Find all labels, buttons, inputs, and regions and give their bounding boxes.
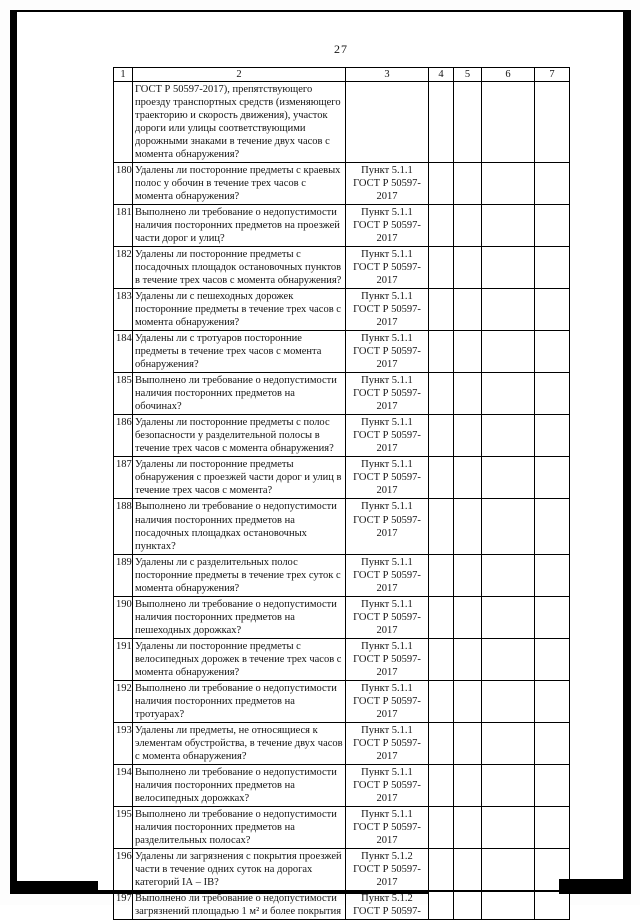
reference-cell: Пункт 5.1.1 ГОСТ Р 50597-2017 [346,331,429,373]
row-number-cell: 197 [114,890,133,919]
empty-cell [454,289,482,331]
row-number-cell: 184 [114,331,133,373]
table-row [114,806,570,848]
row-number-cell: 188 [114,499,133,554]
empty-cell [454,638,482,680]
empty-cell [482,806,535,848]
empty-cell [482,331,535,373]
empty-cell [429,806,454,848]
empty-cell [482,890,535,919]
question-cell: Удалены ли с разделительных полос посторонние предметы в течение трех суток с момента обнаружения? [133,554,346,596]
empty-cell [535,289,570,331]
empty-cell [482,722,535,764]
column-header: 1 [114,68,133,82]
empty-cell [482,82,535,163]
empty-cell [535,680,570,722]
reference-cell: Пункт 5.1.1 ГОСТ Р 50597-2017 [346,499,429,554]
empty-cell [482,205,535,247]
empty-cell [454,163,482,205]
question-cell: Выполнено ли требование о недопустимости наличия посторонних предметов на обочинах? [133,373,346,415]
empty-cell [535,499,570,554]
row-number-cell: 195 [114,806,133,848]
reference-cell: Пункт 5.1.1 ГОСТ Р 50597-2017 [346,373,429,415]
table-row [114,415,570,457]
empty-cell [535,722,570,764]
row-number-cell: 183 [114,289,133,331]
row-number-cell: 186 [114,415,133,457]
empty-cell [429,82,454,163]
empty-cell [454,848,482,890]
table-header-row [114,68,570,82]
empty-cell [535,596,570,638]
reference-cell: Пункт 5.1.1 ГОСТ Р 50597-2017 [346,764,429,806]
row-number-cell: 194 [114,764,133,806]
empty-cell [454,596,482,638]
empty-cell [482,499,535,554]
empty-cell [429,289,454,331]
row-number-cell: 189 [114,554,133,596]
empty-cell [535,247,570,289]
question-cell: Выполнено ли требование о недопустимости наличия посторонних предметов на проезжей части дорог и улиц? [133,205,346,247]
empty-cell [454,680,482,722]
row-number-cell: 192 [114,680,133,722]
column-header: 3 [346,68,429,82]
empty-cell [429,373,454,415]
table-row [114,247,570,289]
empty-cell [535,554,570,596]
row-number-cell: 193 [114,722,133,764]
table-row [114,680,570,722]
empty-cell [429,722,454,764]
empty-cell [482,680,535,722]
empty-cell [454,806,482,848]
reference-cell: Пункт 5.1.1 ГОСТ Р 50597-2017 [346,247,429,289]
empty-cell [454,373,482,415]
empty-cell [482,596,535,638]
checklist-table [113,67,570,920]
table-row [114,457,570,499]
table-row [114,554,570,596]
empty-cell [535,890,570,919]
question-cell: ГОСТ Р 50597-2017), препятствующего проезду транспортных средств (изменяющего траекторию и скорость движения), участок дороги или улицы соответствующими дорожными знаками в течение двух часов с момента обнаружения? [133,82,346,163]
question-cell: Выполнено ли требование о недопустимости наличия посторонних предметов на разделительных полосах? [133,806,346,848]
empty-cell [454,331,482,373]
empty-cell [429,415,454,457]
empty-cell [454,247,482,289]
empty-cell [535,205,570,247]
reference-cell: Пункт 5.1.1 ГОСТ Р 50597-2017 [346,722,429,764]
question-cell: Удалены ли с тротуаров посторонние предметы в течение трех часов с момента обнаружения? [133,331,346,373]
empty-cell [535,638,570,680]
column-header: 5 [454,68,482,82]
empty-cell [535,457,570,499]
empty-cell [429,848,454,890]
empty-cell [429,638,454,680]
row-number-cell: 196 [114,848,133,890]
empty-cell [429,499,454,554]
empty-cell [482,848,535,890]
table-row [114,82,570,163]
question-cell: Удалены ли с пешеходных дорожек посторонние предметы в течение трех часов с момента обнаружения? [133,289,346,331]
empty-cell [454,415,482,457]
reference-cell: Пункт 5.1.2 ГОСТ Р 50597-2017 [346,848,429,890]
empty-cell [454,205,482,247]
table-row [114,764,570,806]
question-cell: Выполнено ли требование о недопустимости наличия посторонних предметов на пешеходных дорожках? [133,596,346,638]
empty-cell [535,806,570,848]
reference-cell: Пункт 5.1.2 ГОСТ Р 50597- [346,890,429,919]
empty-cell [535,764,570,806]
empty-cell [429,457,454,499]
reference-cell: Пункт 5.1.1 ГОСТ Р 50597-2017 [346,415,429,457]
empty-cell [429,680,454,722]
empty-cell [429,890,454,919]
reference-cell: Пункт 5.1.1 ГОСТ Р 50597-2017 [346,457,429,499]
empty-cell [482,163,535,205]
question-cell: Удалены ли посторонние предметы с полос безопасности у разделительной полосы в течение трех часов с момента обнаружения? [133,415,346,457]
row-number-cell: 191 [114,638,133,680]
table-row [114,373,570,415]
empty-cell [454,890,482,919]
empty-cell [454,764,482,806]
scan-artifact-bottom-line [77,890,573,892]
column-header: 6 [482,68,535,82]
table-row [114,499,570,554]
question-cell: Удалены ли посторонние предметы с краевых полос у обочин в течение трех часов с момента обнаружения? [133,163,346,205]
empty-cell [535,373,570,415]
reference-cell: Пункт 5.1.1 ГОСТ Р 50597-2017 [346,289,429,331]
empty-cell [482,247,535,289]
empty-cell [454,499,482,554]
reference-cell: Пункт 5.1.1 ГОСТ Р 50597-2017 [346,806,429,848]
question-cell: Выполнено ли требование о недопустимости наличия посторонних предметов на велосипедных дорожках? [133,764,346,806]
question-cell: Удалены ли посторонние предметы с посадочных площадок остановочных пунктов в течение трех часов с момента обнаружения? [133,247,346,289]
empty-cell [454,554,482,596]
reference-cell: Пункт 5.1.1 ГОСТ Р 50597-2017 [346,596,429,638]
empty-cell [429,163,454,205]
reference-cell: Пункт 5.1.1 ГОСТ Р 50597-2017 [346,680,429,722]
empty-cell [482,638,535,680]
row-number-cell: 182 [114,247,133,289]
empty-cell [535,163,570,205]
empty-cell [429,764,454,806]
empty-cell [482,415,535,457]
table-row [114,596,570,638]
table-row [114,163,570,205]
table-row [114,890,570,919]
column-header: 4 [429,68,454,82]
row-number-cell: 187 [114,457,133,499]
row-number-cell [114,82,133,163]
question-cell: Удалены ли предметы, не относящиеся к элементам обустройства, в течение двух часов с момента обнаружения? [133,722,346,764]
question-cell: Удалены ли загрязнения с покрытия проезжей части в течение одних суток на дорогах категорий IА – IВ? [133,848,346,890]
question-cell: Выполнено ли требование о недопустимости загрязнений площадью 1 м² и более покрытия [133,890,346,919]
empty-cell [482,554,535,596]
row-number-cell: 181 [114,205,133,247]
table-row [114,638,570,680]
page-number: 27 [334,42,348,56]
document-page [10,10,631,917]
reference-cell: Пункт 5.1.1 ГОСТ Р 50597-2017 [346,554,429,596]
question-cell: Выполнено ли требование о недопустимости наличия посторонних предметов на тротуарах? [133,680,346,722]
reference-cell [346,82,429,163]
row-number-cell: 185 [114,373,133,415]
empty-cell [482,764,535,806]
empty-cell [429,554,454,596]
table-row [114,205,570,247]
empty-cell [454,82,482,163]
empty-cell [429,596,454,638]
empty-cell [482,457,535,499]
row-number-cell: 190 [114,596,133,638]
empty-cell [454,722,482,764]
question-cell: Удалены ли посторонние предметы с велосипедных дорожек в течение трех часов с момента обнаружения? [133,638,346,680]
empty-cell [429,205,454,247]
empty-cell [429,247,454,289]
column-header: 7 [535,68,570,82]
question-cell: Удалены ли посторонние предметы обнаружения с проезжей части дорог и улиц в течение трех часов с момента? [133,457,346,499]
empty-cell [482,373,535,415]
empty-cell [535,331,570,373]
empty-cell [482,289,535,331]
empty-cell [454,457,482,499]
empty-cell [429,331,454,373]
table-row [114,848,570,890]
table-body [114,82,570,920]
scan-artifact-bottom-left [10,881,98,894]
reference-cell: Пункт 5.1.1 ГОСТ Р 50597-2017 [346,205,429,247]
empty-cell [535,415,570,457]
table-row [114,331,570,373]
row-number-cell: 180 [114,163,133,205]
reference-cell: Пункт 5.1.1 ГОСТ Р 50597-2017 [346,163,429,205]
table-row [114,722,570,764]
question-cell: Выполнено ли требование о недопустимости наличия посторонних предметов на посадочных площадках остановочных пунктах? [133,499,346,554]
empty-cell [535,82,570,163]
table-row [114,289,570,331]
column-header: 2 [133,68,346,82]
reference-cell: Пункт 5.1.1 ГОСТ Р 50597-2017 [346,638,429,680]
